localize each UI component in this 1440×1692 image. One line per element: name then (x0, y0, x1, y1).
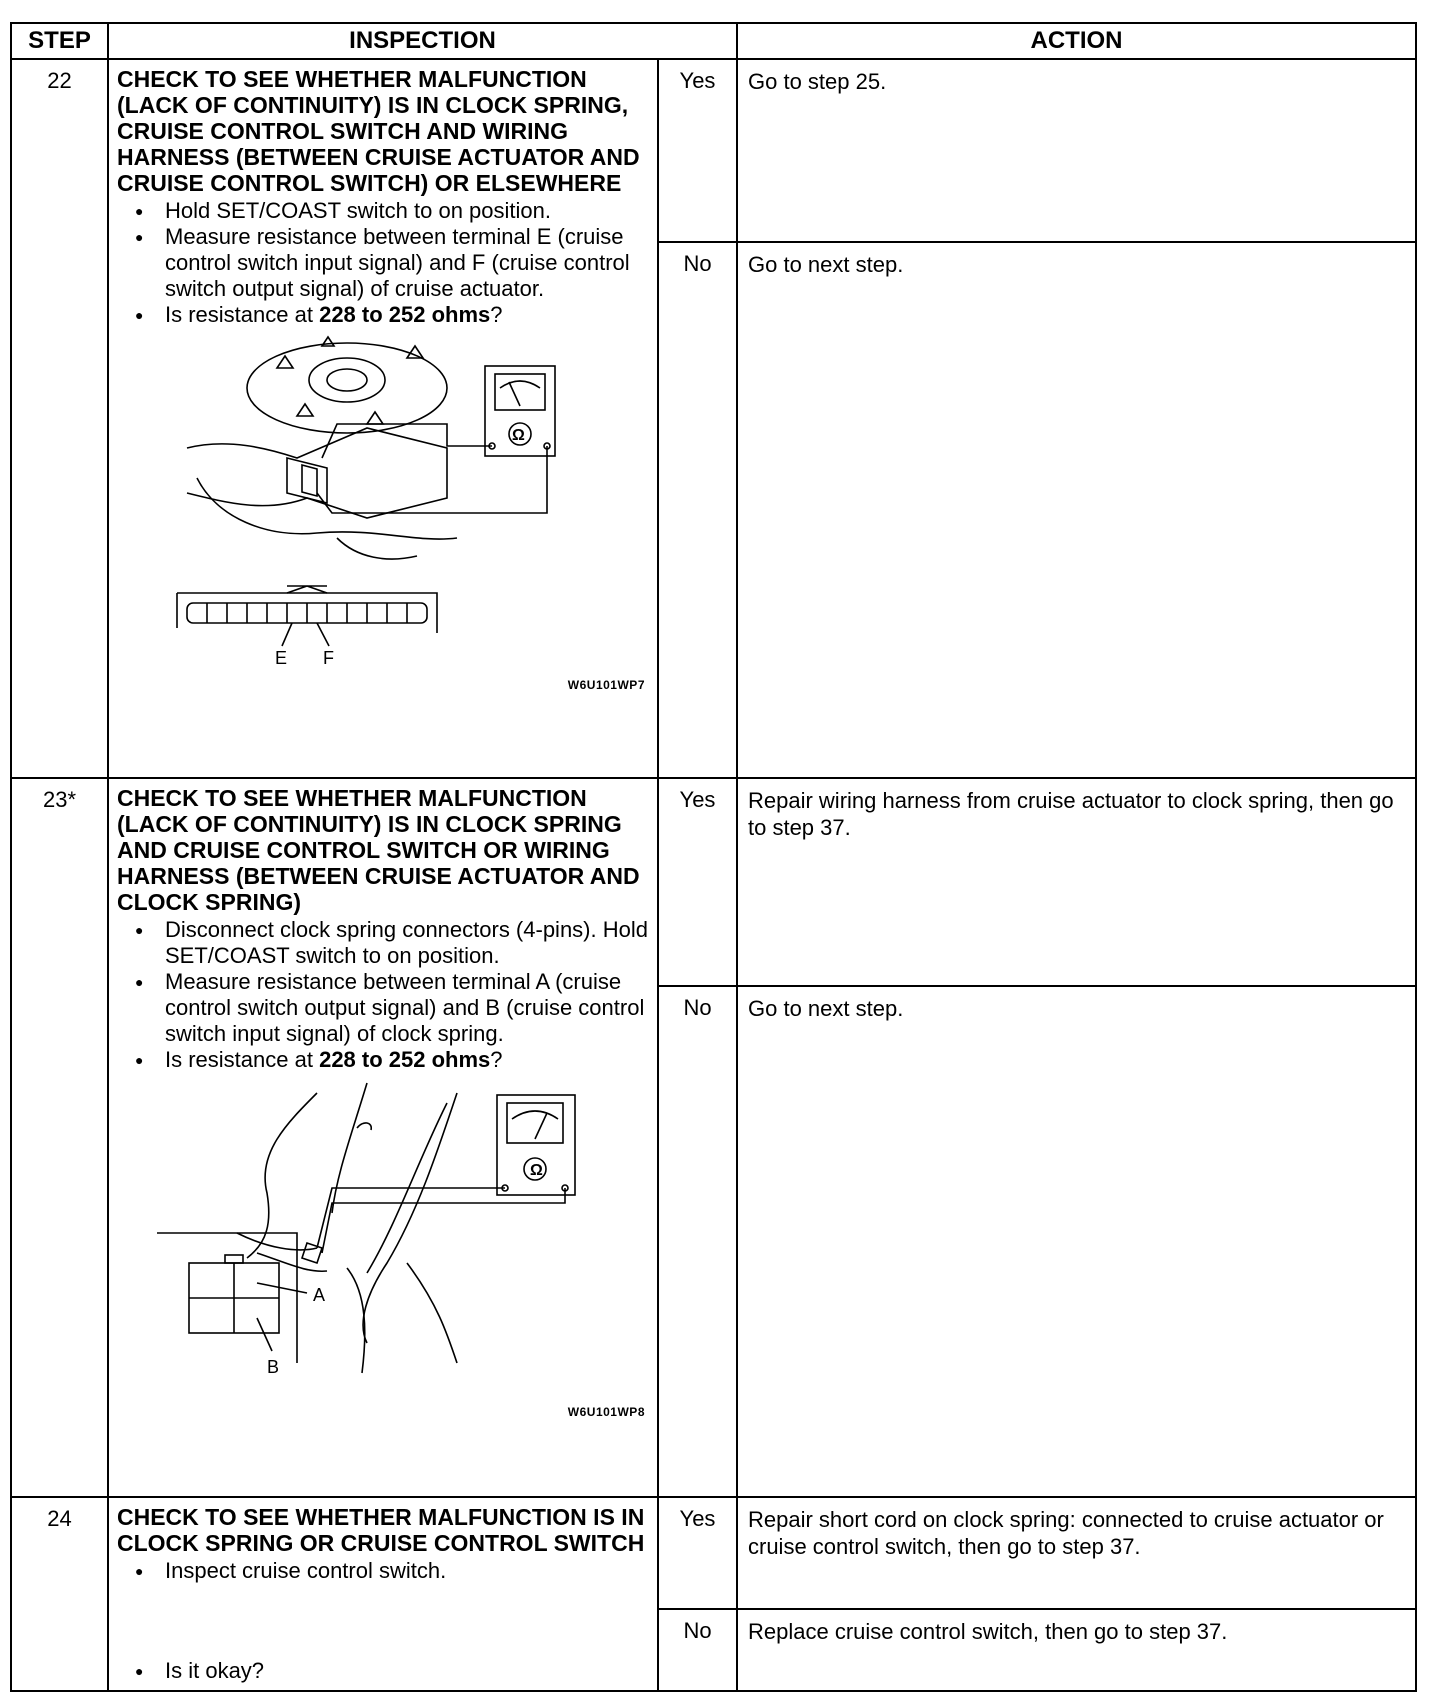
actuator-diagram (117, 328, 647, 696)
harness-line (237, 1233, 327, 1271)
column-outline (363, 1093, 457, 1343)
terminal-label-e: E (275, 648, 288, 668)
test-lead (322, 1188, 565, 1253)
no-label: No (658, 242, 737, 778)
multimeter-needle (509, 382, 520, 406)
step-23-figure (117, 1073, 649, 1431)
bullet-item: ● Measure resistance between terminal A (cruise control switch output signal) and B (cruise control switch input signal) of clock spring. (127, 969, 649, 1047)
step-header: STEP (11, 23, 108, 59)
step-22-yes-row (11, 59, 1416, 242)
multimeter-scale (500, 381, 540, 388)
ohm-symbol: Ω (512, 427, 525, 444)
no-action: Go to next step. (737, 242, 1416, 778)
question-item: ● Is it okay? (127, 1658, 264, 1684)
terminal-label-b: B (267, 1357, 280, 1377)
connector-plug (287, 458, 327, 503)
ohm-symbol: Ω (530, 1162, 543, 1179)
yes-label: Yes (658, 1497, 737, 1609)
yes-label: Yes (658, 778, 737, 986)
step-number: 22 (11, 59, 108, 778)
bullet-item: ● Is resistance at 228 to 252 ohms? (127, 302, 649, 328)
connector-latch (287, 586, 327, 593)
resistance-spec: 228 to 252 ohms (319, 1047, 491, 1072)
harness-line (337, 538, 417, 559)
terminal-label-a: A (313, 1285, 326, 1305)
bullet-list (117, 198, 649, 328)
no-action: Go to next step. (737, 986, 1416, 1497)
no-label: No (658, 1609, 737, 1691)
terminal-label-f: F (323, 648, 334, 668)
connector-latch (225, 1255, 243, 1263)
bullet-item: ● Measure resistance between terminal E (cruise control switch input signal) and F (cruise control switch output signal) of cruise actuator. (127, 224, 649, 302)
harness-line (347, 1268, 365, 1373)
header-row (11, 23, 1416, 59)
figure-id: W6U101WP8 (567, 1405, 645, 1419)
multimeter-dial (507, 1103, 563, 1143)
yes-action: Repair short cord on clock spring: connected to cruise actuator or cruise control switch, then go to step 37. (737, 1497, 1416, 1609)
terminal-pins (207, 603, 407, 623)
troubleshooting-table (10, 22, 1417, 1692)
yes-action: Go to step 25. (737, 59, 1416, 242)
column-detail (357, 1123, 371, 1130)
yes-action: Repair wiring harness from cruise actuator to clock spring, then go to step 37. (737, 778, 1416, 986)
step-22-inspection (108, 59, 658, 778)
clock-spring-connector (302, 1243, 322, 1263)
actuator-hub (309, 358, 385, 402)
leader-line-a (257, 1283, 307, 1293)
multimeter-scale (512, 1111, 558, 1119)
bullet-list (117, 917, 649, 1073)
step-title: CHECK TO SEE WHETHER MALFUNCTION (LACK OF CONTINUITY) IS IN CLOCK SPRING, CRUISE CONTROL SWITCH AND WIRING HARNESS (BETWEEN CRUISE ACTUATOR AND CRUISE CONTROL SWITCH) OR ELSEWHERE (117, 66, 640, 196)
step-23-yes-row (11, 778, 1416, 986)
bullet-item: ● Inspect cruise control switch. (127, 1558, 649, 1584)
actuator-hub-center (327, 369, 367, 391)
test-lead (322, 424, 492, 458)
bullet-list (117, 1558, 649, 1584)
leader-line-e (282, 623, 292, 646)
step-22-figure (117, 328, 649, 696)
step-24-inspection (108, 1497, 658, 1691)
no-label: No (658, 986, 737, 1497)
inspection-header: INSPECTION (108, 23, 737, 59)
clock-spring-diagram (117, 1073, 647, 1431)
harness-line (407, 1263, 457, 1363)
leader-line-f (317, 623, 329, 646)
step-24-yes-row (11, 1497, 1416, 1609)
resistance-spec: 228 to 252 ohms (319, 302, 491, 327)
column-outline (332, 1083, 367, 1213)
procedure-page (10, 22, 1415, 1683)
no-action: Replace cruise control switch, then go to step 37. (737, 1609, 1416, 1691)
figure-id: W6U101WP7 (567, 678, 645, 692)
actuator-disc-outline (247, 343, 447, 433)
multimeter-needle (535, 1113, 547, 1139)
bullet-item: ● Hold SET/COAST switch to on position. (127, 198, 649, 224)
yes-label: Yes (658, 59, 737, 242)
step-23-inspection (108, 778, 658, 1497)
step-title: CHECK TO SEE WHETHER MALFUNCTION IS IN CLOCK SPRING OR CRUISE CONTROL SWITCH (117, 1504, 645, 1556)
step-number: 23* (11, 778, 108, 1497)
bullet-item: ● Is resistance at 228 to 252 ohms? (127, 1047, 649, 1073)
question-list (117, 1658, 264, 1684)
step-number: 24 (11, 1497, 108, 1691)
leader-line-b (257, 1318, 272, 1351)
step-title: CHECK TO SEE WHETHER MALFUNCTION (LACK OF CONTINUITY) IS IN CLOCK SPRING AND CRUISE CONTROL SWITCH OR WIRING HARNESS (BETWEEN CRUISE ACTUATOR AND CLOCK SPRING) (117, 785, 640, 915)
bullet-item: ● Disconnect clock spring connectors (4-pins). Hold SET/COAST switch to on position. (127, 917, 649, 969)
action-header: ACTION (737, 23, 1416, 59)
